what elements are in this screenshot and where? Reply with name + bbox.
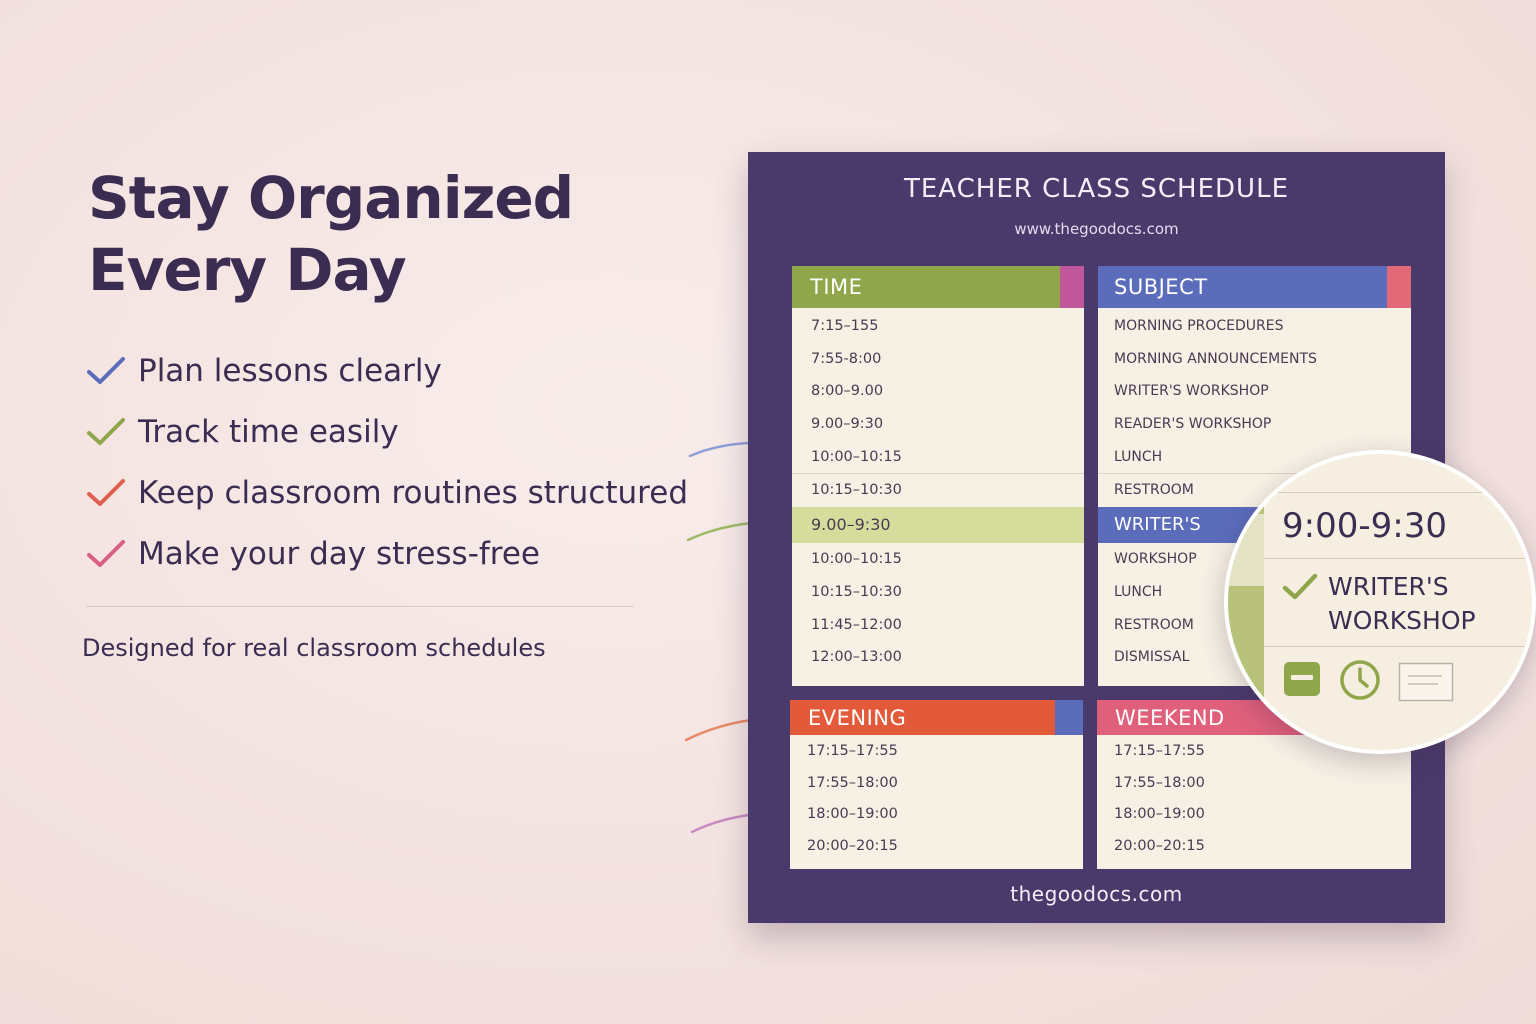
benefit-item <box>86 462 688 523</box>
check-icon <box>86 539 126 569</box>
zoom-divider <box>1264 492 1532 493</box>
color-tab <box>1060 266 1084 308</box>
time-row: 7:15–155 <box>811 318 879 334</box>
headline-line-2: Every Day <box>88 236 406 304</box>
headline <box>88 162 573 306</box>
subject-row: MORNING ANNOUNCEMENTS <box>1114 350 1317 367</box>
subject-row: MORNING PROCEDURES <box>1114 318 1284 334</box>
evening-panel-label: EVENING <box>808 706 907 730</box>
subject-subheading: WRITER'S <box>1098 507 1264 543</box>
subject-row: RESTROOM <box>1098 473 1411 507</box>
subject-row: LUNCH <box>1114 448 1163 465</box>
weekend-row: 17:15–17:55 <box>1114 743 1205 759</box>
zoom-accent-bar <box>1228 454 1264 750</box>
zoom-time: 9:00-9:30 <box>1282 506 1447 546</box>
benefit-item <box>86 523 688 584</box>
schedule-title: TEACHER CLASS SCHEDULE <box>904 174 1289 204</box>
benefit-text: Keep classroom routines structured <box>138 474 688 511</box>
subject-row: LUNCH <box>1114 583 1163 600</box>
subject-panel-header <box>1098 266 1411 308</box>
clock-icon <box>1338 660 1382 704</box>
time-row: 11:45–12:00 <box>811 616 902 633</box>
zoom-subject-line-1: WRITER'S <box>1328 572 1449 601</box>
check-icon <box>86 417 126 447</box>
zoom-divider <box>1264 646 1532 647</box>
weekend-panel-label: WEEKEND <box>1115 706 1225 730</box>
benefit-item <box>86 340 688 401</box>
zoom-divider <box>1264 558 1532 559</box>
schedule-footer: thegoodocs.com <box>1010 882 1183 906</box>
subject-row: RESTROOM <box>1114 616 1194 633</box>
zoom-subject-line-2: WORKSHOP <box>1328 606 1476 635</box>
time-row: 10:15–10:30 <box>811 583 902 600</box>
time-row: 10:00–10:15 <box>811 448 902 465</box>
benefit-text: Track time easily <box>138 413 399 450</box>
note-icon <box>1398 662 1454 702</box>
time-row: 12:00–13:00 <box>811 649 902 666</box>
subject-row: WORKSHOP <box>1114 551 1197 568</box>
evening-panel-header <box>790 700 1083 735</box>
check-icon <box>86 356 126 386</box>
schedule-url: www.thegoodocs.com <box>1014 220 1179 238</box>
benefit-item <box>86 401 688 462</box>
benefits-list <box>86 340 688 584</box>
color-tab <box>1387 266 1411 308</box>
check-icon <box>86 478 126 508</box>
time-row: 8:00–9.00 <box>811 383 884 400</box>
magnifier-zoom <box>1224 450 1536 754</box>
subject-row: DISMISSAL <box>1114 649 1190 666</box>
headline-line-1: Stay Organized <box>88 164 574 232</box>
color-tab <box>1055 700 1083 735</box>
calendar-icon <box>1282 660 1322 698</box>
check-icon <box>1282 572 1318 602</box>
tagline: Designed for real classroom schedules <box>82 634 546 662</box>
time-panel <box>792 266 1084 686</box>
evening-row: 18:00–19:00 <box>807 806 898 822</box>
weekend-row: 17:55–18:00 <box>1114 774 1205 791</box>
benefit-text: Make your day stress-free <box>138 535 541 572</box>
evening-row: 17:55–18:00 <box>807 774 898 791</box>
weekend-row: 18:00–19:00 <box>1114 806 1205 822</box>
time-row-highlighted: 9.00–9:30 <box>792 507 1084 543</box>
divider <box>86 606 634 607</box>
time-row: 7:55-8:00 <box>811 350 882 367</box>
subject-panel-label: SUBJECT <box>1114 275 1208 299</box>
evening-panel <box>790 700 1083 869</box>
time-row: 10:00–10:15 <box>811 551 902 568</box>
time-row: 9.00–9:30 <box>811 416 884 433</box>
weekend-row: 20:00–20:15 <box>1114 837 1205 854</box>
time-row: 10:15–10:30 <box>792 473 1084 507</box>
zoom-accent-highlight <box>1228 514 1264 586</box>
subject-row: READER'S WORKSHOP <box>1114 416 1272 433</box>
time-panel-label: TIME <box>810 275 863 299</box>
benefit-text: Plan lessons clearly <box>138 352 442 389</box>
zoom-subject <box>1328 570 1476 638</box>
subject-row: WRITER'S WORKSHOP <box>1114 383 1269 400</box>
evening-row: 17:15–17:55 <box>807 743 898 759</box>
evening-row: 20:00–20:15 <box>807 837 898 854</box>
time-panel-header <box>792 266 1084 308</box>
